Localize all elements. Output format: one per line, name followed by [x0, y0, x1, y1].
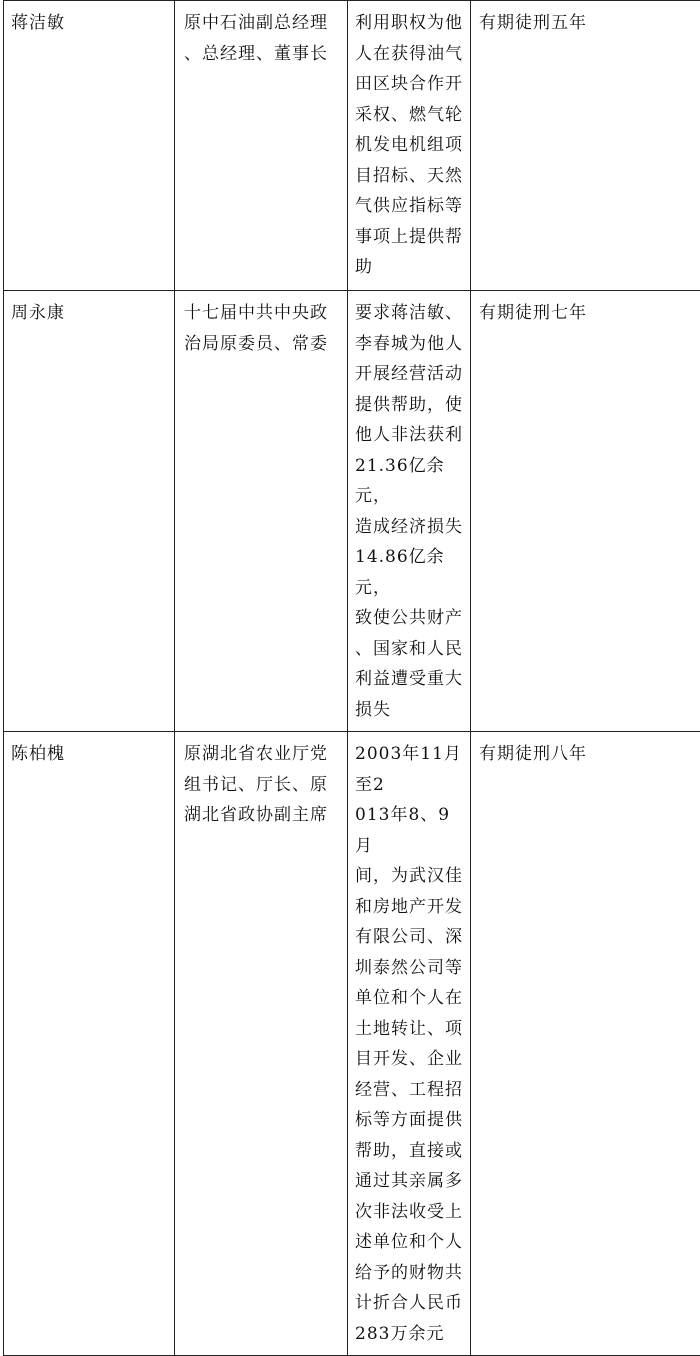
name-cell [4, 732, 175, 1356]
sentence-text: 有期徒刑八年 [471, 732, 700, 770]
facts-text: 2003年11月至2 013年8、9月 间，为武汉佳 和房地产开发 有限公司、深 圳泰然公司等 单位和个人在 土地转让、项 目开发、企业 经营、工程招 标等方面提供 帮助，直接或 通过其亲属多 次非法收受上 述单位和个人 给予的财物共 计折合人民币 283万余元 [348, 732, 470, 1355]
position-cell [175, 291, 348, 732]
position-text: 十七届中共中央政 治局原委员、常委 [175, 291, 347, 359]
position-text: 原湖北省农业厅党 组书记、厅长、原 湖北省政协副主席 [175, 732, 347, 831]
facts-text: 要求蒋洁敏、 李春城为他人 开展经营活动 提供帮助，使 他人非法获利 21.36亿余元， 造成经济损失 14.86亿余元， 致使公共财产 、国家和人民 利益遭受重大 损失 [348, 291, 470, 731]
name-text: 蒋洁敏 [4, 1, 174, 39]
facts-text: 利用职权为他 人在获得油气 田区块合作开 采权、燃气轮 机发电机组项 目招标、天然 气供应指标等 事项上提供帮 助 [348, 1, 470, 289]
sentence-cell [471, 1, 700, 291]
name-text: 陈柏槐 [4, 732, 174, 770]
position-cell [175, 732, 348, 1356]
name-text: 周永康 [4, 291, 174, 329]
table-row [4, 732, 700, 1356]
sentence-cell [471, 732, 700, 1356]
facts-cell [348, 1, 471, 291]
position-cell [175, 1, 348, 291]
sentence-text: 有期徒刑五年 [471, 1, 700, 39]
facts-cell [348, 732, 471, 1356]
sentencing-table [3, 0, 700, 1356]
sentence-cell [471, 291, 700, 732]
facts-cell [348, 291, 471, 732]
table-row [4, 291, 700, 732]
sentence-text: 有期徒刑七年 [471, 291, 700, 329]
table-row [4, 1, 700, 291]
position-text: 原中石油副总经理 、总经理、董事长 [175, 1, 347, 69]
name-cell [4, 291, 175, 732]
name-cell [4, 1, 175, 291]
